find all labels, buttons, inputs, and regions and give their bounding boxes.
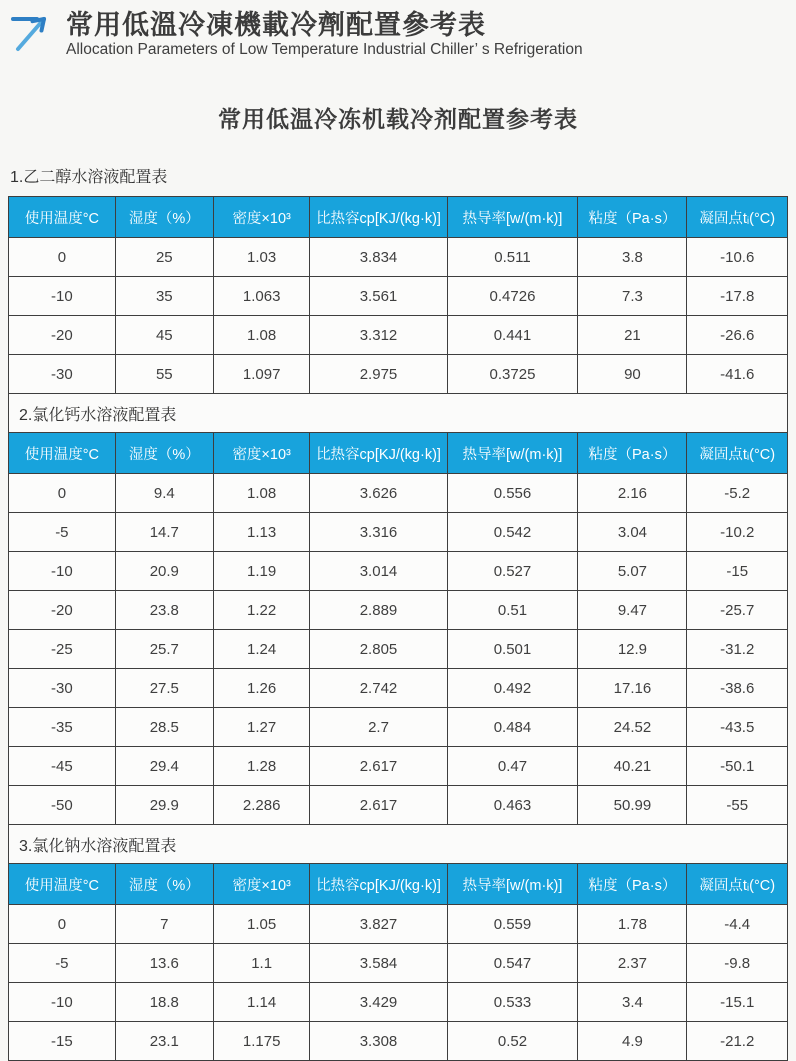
table-cell: 2.286 [213,786,310,825]
table-cell: 13.6 [115,944,213,983]
table-cell: -30 [9,355,116,394]
table-cell: 1.063 [213,277,310,316]
table-cell: -10.2 [687,513,788,552]
table-cell: -30 [9,669,116,708]
brand-text [66,10,583,59]
table-cell: 3.834 [310,238,447,277]
table-row [9,944,788,983]
table-cell: -35 [9,708,116,747]
column-header: 密度×10³ [213,864,310,905]
table-cell: -31.2 [687,630,788,669]
data-table [8,196,788,1061]
table-cell: 28.5 [115,708,213,747]
table-cell: 29.4 [115,747,213,786]
table-cell: 1.22 [213,591,310,630]
table-cell: 0.484 [447,708,578,747]
table-cell: -45 [9,747,116,786]
column-header: 比热容cp[KJ/(kg·k)] [310,197,447,238]
table-cell: 12.9 [578,630,687,669]
table-cell: -25.7 [687,591,788,630]
table-cell: 3.316 [310,513,447,552]
table-cell: 0.511 [447,238,578,277]
column-header: 热导率[w/(m·k)] [447,197,578,238]
table-cell: 0.556 [447,474,578,513]
table-cell: -55 [687,786,788,825]
column-header: 热导率[w/(m·k)] [447,433,578,474]
table-cell: 2.16 [578,474,687,513]
table-cell: -9.8 [687,944,788,983]
table-cell: 3.429 [310,983,447,1022]
table-cell: 1.08 [213,316,310,355]
table-cell: 1.175 [213,1022,310,1061]
table-row [9,316,788,355]
table-cell: 1.08 [213,474,310,513]
table-cell: 1.26 [213,669,310,708]
table-cell: 50.99 [578,786,687,825]
table-cell: 18.8 [115,983,213,1022]
header-row [9,433,788,474]
table-cell: 1.78 [578,905,687,944]
column-header: 粘度（Pa·s） [578,197,687,238]
table-cell: 23.1 [115,1022,213,1061]
table-row [9,669,788,708]
table-cell: -5.2 [687,474,788,513]
table-cell: 3.827 [310,905,447,944]
table-cell: 5.07 [578,552,687,591]
table-cell: 3.312 [310,316,447,355]
section-title-row [9,825,788,864]
table-cell: -5 [9,944,116,983]
section-title-1: 1.乙二醇水溶液配置表 [10,169,168,186]
table-cell: 2.742 [310,669,447,708]
table-cell: -25 [9,630,116,669]
table-cell: 3.626 [310,474,447,513]
table-cell: -20 [9,316,116,355]
table-cell: 7.3 [578,277,687,316]
table-cell: 2.617 [310,786,447,825]
table-cell: 3.584 [310,944,447,983]
column-header: 密度×10³ [213,197,310,238]
table-cell: 0.47 [447,747,578,786]
brand-subtitle: Allocation Parameters of Low Temperature Industrial Chiller’ s Refrigeration [66,41,583,58]
table-cell: 1.14 [213,983,310,1022]
table-cell: -41.6 [687,355,788,394]
table-cell: 1.24 [213,630,310,669]
column-header: 粘度（Pa·s） [578,864,687,905]
table-row [9,747,788,786]
table-cell: 29.9 [115,786,213,825]
table-cell: 1.13 [213,513,310,552]
table-cell: -10 [9,983,116,1022]
table-cell: -15 [9,1022,116,1061]
table-cell: 0 [9,238,116,277]
table-cell: 3.4 [578,983,687,1022]
table-cell: 27.5 [115,669,213,708]
column-header: 密度×10³ [213,433,310,474]
column-header: 粘度（Pa·s） [578,433,687,474]
table-row [9,1022,788,1061]
column-header: 使用温度°C [9,197,116,238]
table-cell: 2.617 [310,747,447,786]
table-cell: -15.1 [687,983,788,1022]
table-cell: 0.51 [447,591,578,630]
table-cell: 0.542 [447,513,578,552]
table-row [9,708,788,747]
table-cell: 0 [9,474,116,513]
table-cell: 4.9 [578,1022,687,1061]
section-title-row [9,394,788,433]
table-cell: 2.805 [310,630,447,669]
table-cell: -17.8 [687,277,788,316]
table-cell: 0.527 [447,552,578,591]
table-cell: -10 [9,277,116,316]
column-header: 比热容cp[KJ/(kg·k)] [310,433,447,474]
table-row [9,277,788,316]
header-row [9,864,788,905]
table-cell: -21.2 [687,1022,788,1061]
table-row [9,355,788,394]
table-cell: 0.501 [447,630,578,669]
table-row [9,552,788,591]
table-cell: 1.05 [213,905,310,944]
table-cell: 3.8 [578,238,687,277]
table-cell: 0.52 [447,1022,578,1061]
table-cell: 0.3725 [447,355,578,394]
table-cell: -5 [9,513,116,552]
table-cell: 24.52 [578,708,687,747]
table-cell: 2.7 [310,708,447,747]
table-cell: -43.5 [687,708,788,747]
table-cell: 1.28 [213,747,310,786]
table-cell: 2.975 [310,355,447,394]
column-header: 热导率[w/(m·k)] [447,864,578,905]
table-cell: 25.7 [115,630,213,669]
table-cell: 3.014 [310,552,447,591]
table-cell: 0.441 [447,316,578,355]
table-cell: 2.37 [578,944,687,983]
table-cell: -50.1 [687,747,788,786]
column-header: 湿度（%） [115,864,213,905]
table-cell: 0.463 [447,786,578,825]
table-row [9,238,788,277]
column-header: 凝固点tᵢ(°C) [687,864,788,905]
table-cell: -15 [687,552,788,591]
table-cell: 0.559 [447,905,578,944]
table-cell: -10 [9,552,116,591]
table-cell: 1.097 [213,355,310,394]
table-cell: 35 [115,277,213,316]
section-title: 3.氯化钠水溶液配置表 [9,825,788,864]
table-cell: -4.4 [687,905,788,944]
table-cell: 0.547 [447,944,578,983]
column-header: 比热容cp[KJ/(kg·k)] [310,864,447,905]
arrow-up-right-icon [10,12,54,54]
table-cell: -38.6 [687,669,788,708]
table-cell: 3.04 [578,513,687,552]
table-row [9,905,788,944]
page-title: 常用低温冷冻机载冷剂配置参考表 [218,106,578,132]
column-header: 湿度（%） [115,197,213,238]
table-cell: 23.8 [115,591,213,630]
table-cell: 1.19 [213,552,310,591]
column-header: 湿度（%） [115,433,213,474]
table-cell: -10.6 [687,238,788,277]
brand-header [0,0,796,59]
table-row [9,786,788,825]
table-cell: 3.561 [310,277,447,316]
table-cell: 21 [578,316,687,355]
column-header: 凝固点tᵢ(°C) [687,433,788,474]
table-cell: 0.492 [447,669,578,708]
table-cell: 0 [9,905,116,944]
table-cell: -50 [9,786,116,825]
table-cell: 1.1 [213,944,310,983]
table-row [9,591,788,630]
table-cell: 9.4 [115,474,213,513]
table-cell: -26.6 [687,316,788,355]
column-header: 使用温度°C [9,433,116,474]
table-cell: 1.03 [213,238,310,277]
table-row [9,513,788,552]
table-cell: 45 [115,316,213,355]
table-cell: 25 [115,238,213,277]
table-row [9,983,788,1022]
table-cell: 9.47 [578,591,687,630]
table-cell: 0.533 [447,983,578,1022]
brand-title: 常用低溫冷凍機載冷劑配置參考表 [66,10,486,40]
section-title: 2.氯化钙水溶液配置表 [9,394,788,433]
column-header: 使用温度°C [9,864,116,905]
table-cell: 3.308 [310,1022,447,1061]
table-cell: 17.16 [578,669,687,708]
table-cell: -20 [9,591,116,630]
table-cell: 20.9 [115,552,213,591]
table-cell: 55 [115,355,213,394]
header-row [9,197,788,238]
table-cell: 40.21 [578,747,687,786]
table-cell: 90 [578,355,687,394]
table-cell: 2.889 [310,591,447,630]
table-cell: 1.27 [213,708,310,747]
table-cell: 14.7 [115,513,213,552]
column-header: 凝固点tᵢ(°C) [687,197,788,238]
table-row [9,630,788,669]
table-cell: 0.4726 [447,277,578,316]
table-cell: 7 [115,905,213,944]
table-row [9,474,788,513]
